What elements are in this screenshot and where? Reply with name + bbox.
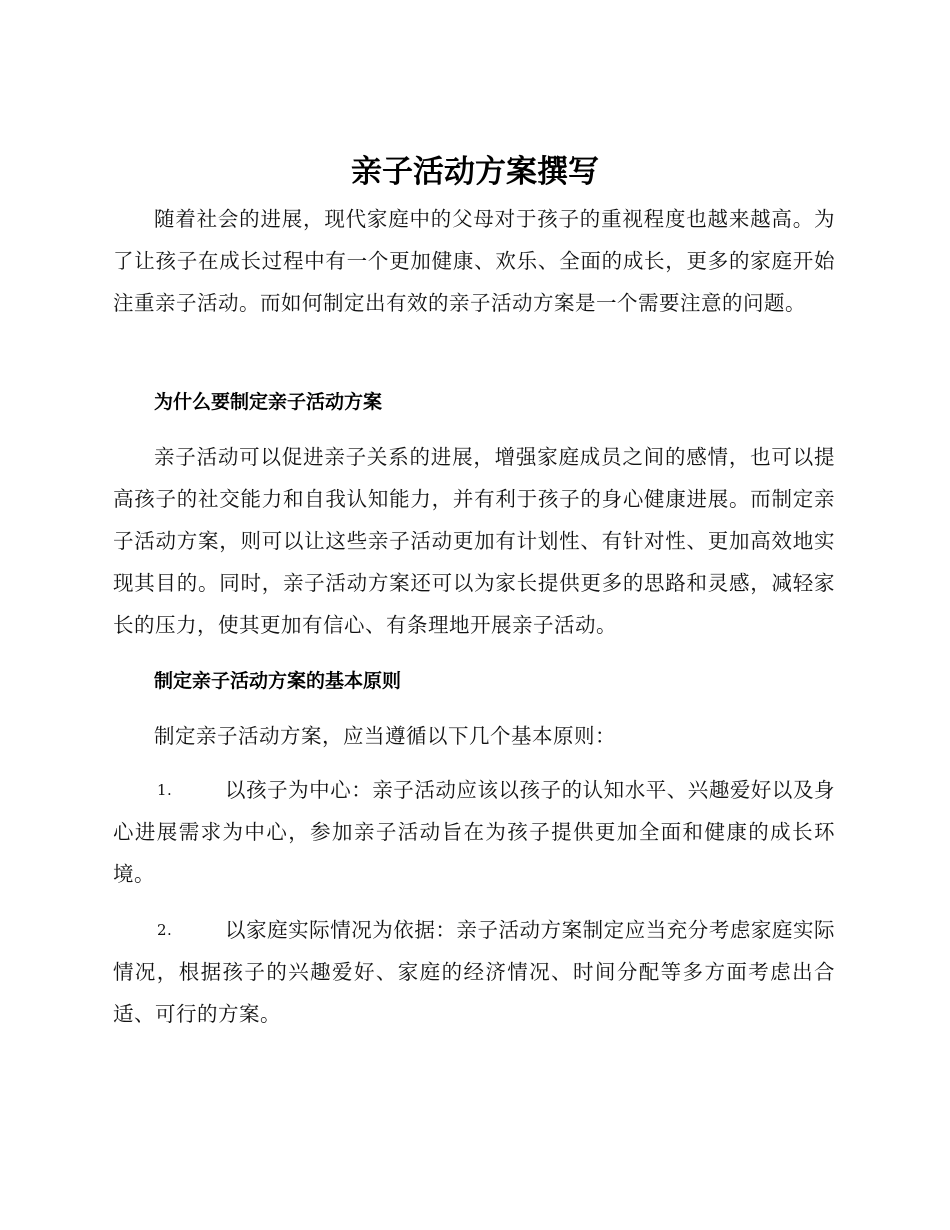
list-item-text: 以孩子为中心：亲子活动应该以孩子的认知水平、兴趣爱好以及身心进展需求为中心，参加亲子活动旨在为孩子提供更加全面和健康的成长环境。 bbox=[113, 778, 835, 886]
section-body-why: 亲子活动可以促进亲子关系的进展，增强家庭成员之间的感情，也可以提高孩子的社交能力和自我认知能力，并有利于孩子的身心健康进展。而制定亲子活动方案，则可以让这些亲子活动更加有计划性、有针对性、更加高效地实现其目的。同时，亲子活动方案还可以为家长提供更多的思路和灵感，减轻家长的压力，使其更加有信心、有条理地开展亲子活动。 bbox=[113, 445, 835, 637]
intro-paragraph: 随着社会的进展，现代家庭中的父母对于孩子的重视程度也越来越高。为了让孩子在成长过程中有一个更加健康、欢乐、全面的成长，更多的家庭开始注重亲子活动。而如何制定出有效的亲子活动方案是一个需要注意的问题。 bbox=[113, 207, 835, 315]
list-item-number: 2. bbox=[157, 921, 173, 939]
list-item bbox=[113, 909, 835, 1035]
principles-lead: 制定亲子活动方案，应当遵循以下几个基本原则： bbox=[154, 724, 616, 748]
document-title: 亲子活动方案撰写 bbox=[351, 154, 599, 190]
list-item bbox=[113, 769, 835, 895]
section-heading-principles: 制定亲子活动方案的基本原则 bbox=[154, 670, 402, 692]
list-item-text: 以家庭实际情况为依据：亲子活动方案制定应当充分考虑家庭实际情况，根据孩子的兴趣爱好、家庭的经济情况、时间分配等多方面考虑出合适、可行的方案。 bbox=[113, 918, 835, 1026]
section-heading-why: 为什么要制定亲子活动方案 bbox=[154, 391, 383, 413]
list-item-number: 1. bbox=[157, 781, 173, 799]
